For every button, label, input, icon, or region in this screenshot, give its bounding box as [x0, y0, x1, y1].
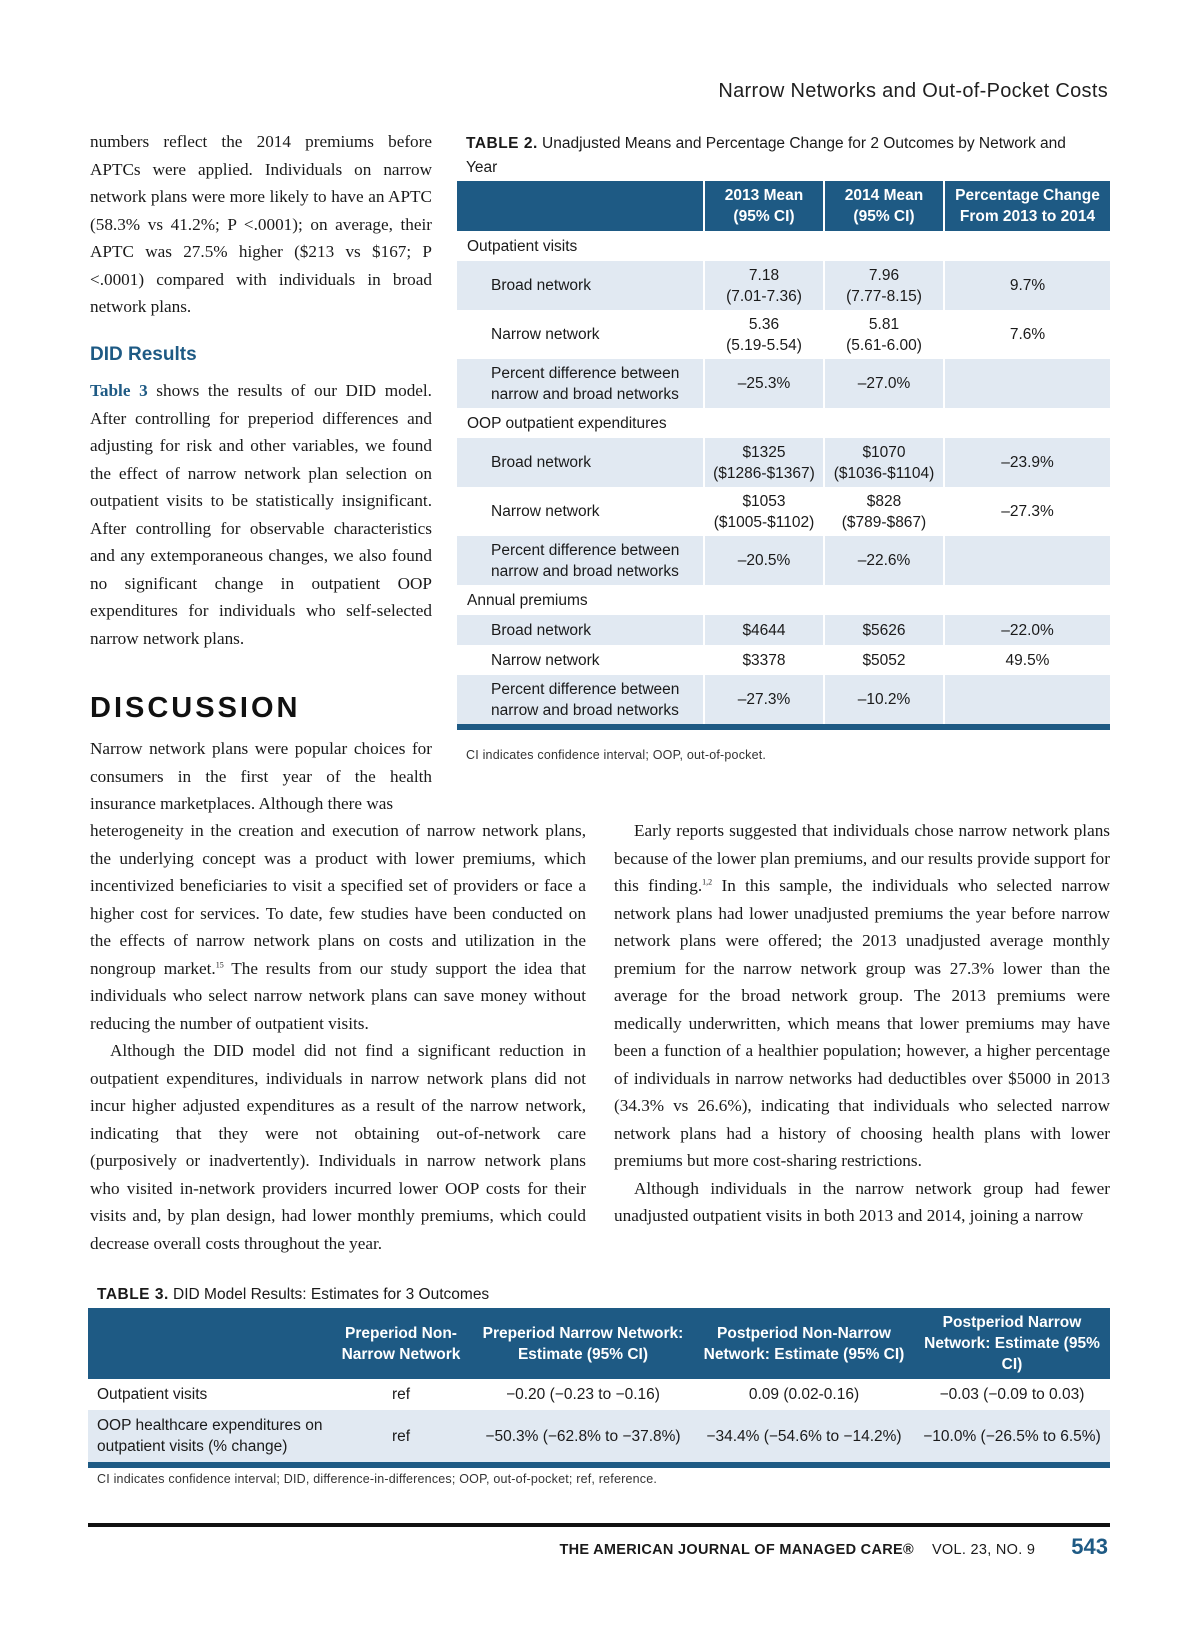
table2-section-row [457, 231, 1110, 261]
table3-header-cell: Preperiod Non-Narrow Network [330, 1308, 472, 1379]
cell-change: 9.7% [944, 261, 1110, 310]
table2-section-row [457, 585, 1110, 615]
ci: ($789-$867) [841, 513, 927, 531]
table2-header-cell [457, 181, 704, 231]
table2-section-label: Annual premiums [467, 591, 588, 609]
table-row [88, 1410, 1110, 1462]
table-row [457, 438, 1110, 487]
table2 [457, 181, 1110, 730]
table2-label: TABLE 2. [466, 135, 538, 152]
table3-caption [97, 1286, 489, 1304]
table3-header-cell: Preperiod Narrow Network: Estimate (95% CI) [472, 1308, 694, 1379]
ci: ($1036-$1104) [833, 464, 935, 482]
ci: (7.77-8.15) [846, 287, 922, 305]
table2-header-cell: 2014 Mean (95% CI) [824, 181, 944, 231]
paragraph [90, 817, 586, 1037]
running-head: Narrow Networks and Out-of-Pocket Costs [718, 80, 1108, 102]
ci: (5.19-5.54) [726, 336, 802, 354]
cell-2014 [824, 261, 944, 310]
journal-name: THE AMERICAN JOURNAL OF MANAGED CARE® [559, 1542, 914, 1558]
cell-2013 [704, 310, 824, 359]
table2-header-row [457, 181, 1110, 231]
section-heading-did-results: DID Results [90, 344, 197, 365]
lower-left-column [90, 817, 586, 1257]
cell-2014: –27.0% [824, 359, 944, 408]
left-column-did-text [90, 377, 432, 652]
table-cell: −0.20 (−0.23 to −0.16) [506, 1386, 660, 1403]
table-row [457, 675, 1110, 724]
paragraph: Although individuals in the narrow network group had fewer unadjusted outpatient visits in both 2013 and 2014, joining a narrow [614, 1178, 1110, 1225]
cell-2013 [704, 438, 824, 487]
table-row [457, 615, 1110, 645]
paragraph-text: shows the results of our DID model. After controlling for preperiod differences and adjusting for risk and other variables, we found the effect of narrow network plan selection on outpatient visits to be statistically insignificant. After controlling for observable characteristics and any extemporaneous changes, we also found no significant change in outpatient OOP expenditures for individuals who self-selected narrow network plans. [90, 381, 432, 648]
cell-2013 [704, 487, 824, 536]
table2-section-label: OOP outpatient expenditures [467, 414, 667, 432]
row-label: Percent difference between narrow and broad networks [457, 536, 704, 585]
table-cell: −34.4% (−54.6% to −14.2%) [694, 1410, 914, 1462]
table2-header-cell: Percentage Change From 2013 to 2014 [944, 181, 1110, 231]
table-row [457, 536, 1110, 585]
mean: $1325 [742, 443, 786, 461]
cell-change: 7.6% [1009, 326, 1046, 343]
table2-caption [466, 132, 1086, 180]
cell-2014: $5626 [824, 615, 944, 645]
cell-change: –27.3% [1001, 503, 1054, 520]
ci: ($1005-$1102) [713, 513, 815, 531]
table2-footnote: CI indicates confidence interval; OOP, out-of-pocket. [466, 748, 767, 762]
mean: 7.96 [868, 266, 900, 284]
table-cell: ref [330, 1410, 472, 1462]
cell-change: –23.9% [944, 438, 1110, 487]
paragraph-text: The results from our study support the idea that individuals who select narrow network plans can save money without reducing the number of outpatient visits. [90, 958, 586, 1033]
table-row [457, 487, 1110, 536]
table-row [457, 261, 1110, 310]
cell-change: 49.5% [1005, 651, 1050, 669]
page-footer [559, 1534, 1108, 1560]
table3-title: DID Model Results: Estimates for 3 Outcomes [168, 1286, 490, 1303]
row-label: Broad network [457, 261, 704, 310]
row-label: Narrow network [457, 310, 704, 359]
footer-rule [88, 1523, 1110, 1527]
cell-change [944, 536, 1110, 585]
mean: $1053 [742, 492, 786, 510]
lower-right-column [614, 817, 1110, 1230]
table2-title: Unadjusted Means and Percentage Change for 2 Outcomes by Network and Year [466, 135, 1066, 176]
mean: $1070 [862, 443, 906, 461]
table-cell: −50.3% (−62.8% to −37.8%) [472, 1410, 694, 1462]
cell-2014: –22.6% [824, 536, 944, 585]
row-label: Broad network [457, 438, 704, 487]
cell-2014: $5052 [824, 645, 944, 675]
mean: 5.81 [868, 315, 900, 333]
left-column-top [90, 128, 432, 321]
table2-section-label: Outpatient visits [467, 237, 578, 255]
table2-header-cell: 2013 Mean (95% CI) [704, 181, 824, 231]
table3 [88, 1308, 1110, 1468]
cell-2014: –10.2% [824, 675, 944, 724]
row-label: Percent difference between narrow and broad networks [457, 675, 704, 724]
table-cell: ref [391, 1386, 411, 1403]
table3-header-cell: Postperiod Narrow Network: Estimate (95% CI) [914, 1308, 1110, 1379]
mean: $828 [866, 492, 902, 510]
section-heading-discussion: DISCUSSION [90, 692, 301, 724]
table3-header-cell: Postperiod Non-Narrow Network: Estimate (95% CI) [694, 1308, 914, 1379]
paragraph: Although the DID model did not find a significant reduction in outpatient expenditures, individuals in narrow network plans did not incur higher adjusted expenditures as a result of the narrow network, indicating that they were not obtaining out-of-network care (purposively or inadvertently). Individuals in narrow network plans who visited in-network providers incurred lower OOP costs for their visits and, by plan design, had lower monthly premiums, which could decrease overall costs throughout the year. [90, 1041, 586, 1253]
citation-superscript[interactable]: 1,2 [702, 877, 713, 887]
table-row [457, 359, 1110, 408]
cell-2013 [704, 261, 824, 310]
row-label: Outpatient visits [97, 1386, 208, 1403]
paragraph: Narrow network plans were popular choices for consumers in the first year of the health insurance marketplaces. Although there was [90, 739, 432, 813]
table-row [457, 645, 1110, 675]
table3-header-cell [88, 1308, 330, 1379]
mean: 7.18 [748, 266, 780, 284]
row-label: Narrow network [457, 487, 704, 536]
cell-2013: $4644 [704, 615, 824, 645]
ci: (7.01-7.36) [726, 287, 802, 305]
cell-2014 [824, 487, 944, 536]
row-label: Narrow network [457, 645, 704, 675]
paragraph-text: In this sample, the individuals who selected narrow network plans had lower unadjusted premiums the year before narrow network plans were offered; the 2013 unadjusted average monthly premium for the narrow network group was 27.3% lower than the average for the broad network group. The 2013 premiums were medically underwritten, which means that lower premiums may have been a function of a healthier population; however, a higher percentage of individuals in narrow networks had deductibles over $5000 in 2013 (34.3% vs 26.6%), indicating that individuals who selected narrow network plans had a history of choosing health plans with lower premiums but more cost-sharing restrictions. [614, 876, 1110, 1170]
table-cell: 0.09 (0.02-0.16) [748, 1386, 860, 1403]
table3-header-row [88, 1308, 1110, 1379]
cell-change: –22.0% [944, 615, 1110, 645]
row-label: Percent difference between narrow and broad networks [457, 359, 704, 408]
table3-footnote: CI indicates confidence interval; DID, difference-in-differences; OOP, out-of-pocket; ref, reference. [97, 1472, 658, 1486]
ci: ($1286-$1367) [713, 464, 815, 482]
cell-change [944, 675, 1110, 724]
cell-2013: –25.3% [704, 359, 824, 408]
cell-2014 [824, 310, 944, 359]
mean: 5.36 [748, 315, 780, 333]
table-cell: −0.03 (−0.09 to 0.03) [939, 1386, 1085, 1403]
table3-label: TABLE 3. [97, 1286, 169, 1303]
table-row [457, 310, 1110, 359]
left-column-discussion-text [90, 735, 432, 818]
paragraph [614, 817, 1110, 1175]
cell-2013: –20.5% [704, 536, 824, 585]
table-row [88, 1379, 1110, 1410]
paragraph-text: Early reports suggested that individuals chose narrow network plans because of the lower plan premiums, and our results provide support for this finding. [614, 821, 1110, 895]
cell-2014 [824, 438, 944, 487]
paragraph [90, 377, 432, 652]
page-number: 543 [1071, 1534, 1108, 1559]
ci: (5.61-6.00) [846, 336, 922, 354]
table2-section-row [457, 408, 1110, 438]
table2-bottom-rule [457, 724, 1110, 730]
cell-2013: –27.3% [704, 675, 824, 724]
table3-bottom-rule [88, 1462, 1110, 1468]
paragraph: numbers reflect the 2014 premiums before APTCs were applied. Individuals on narrow network plans were more likely to have an APTC (58.3% vs 41.2%; P <.0001); on average, their APTC was 27.5% higher ($213 vs $167; P <.0001) compared with individuals in broad network plans. [90, 132, 432, 316]
citation-superscript[interactable]: 15 [215, 959, 224, 969]
cell-2013: $3378 [704, 645, 824, 675]
row-label: OOP healthcare expenditures on outpatient visits (% change) [88, 1410, 330, 1462]
cell-change [944, 359, 1110, 408]
volume-issue: VOL. 23, NO. 9 [931, 1542, 1036, 1558]
row-label: Broad network [457, 615, 704, 645]
table-reference-link[interactable]: Table 3 [90, 381, 148, 400]
table-cell: −10.0% (−26.5% to 6.5%) [914, 1410, 1110, 1462]
paragraph-text: heterogeneity in the creation and execution of narrow network plans, the underlying concept was a product with lower premiums, which incentivized beneficiaries to visit a specified set of providers or face a higher cost for services. To date, few studies have been conducted on the effects of narrow network plans on costs and utilization in the nongroup market. [90, 821, 586, 978]
